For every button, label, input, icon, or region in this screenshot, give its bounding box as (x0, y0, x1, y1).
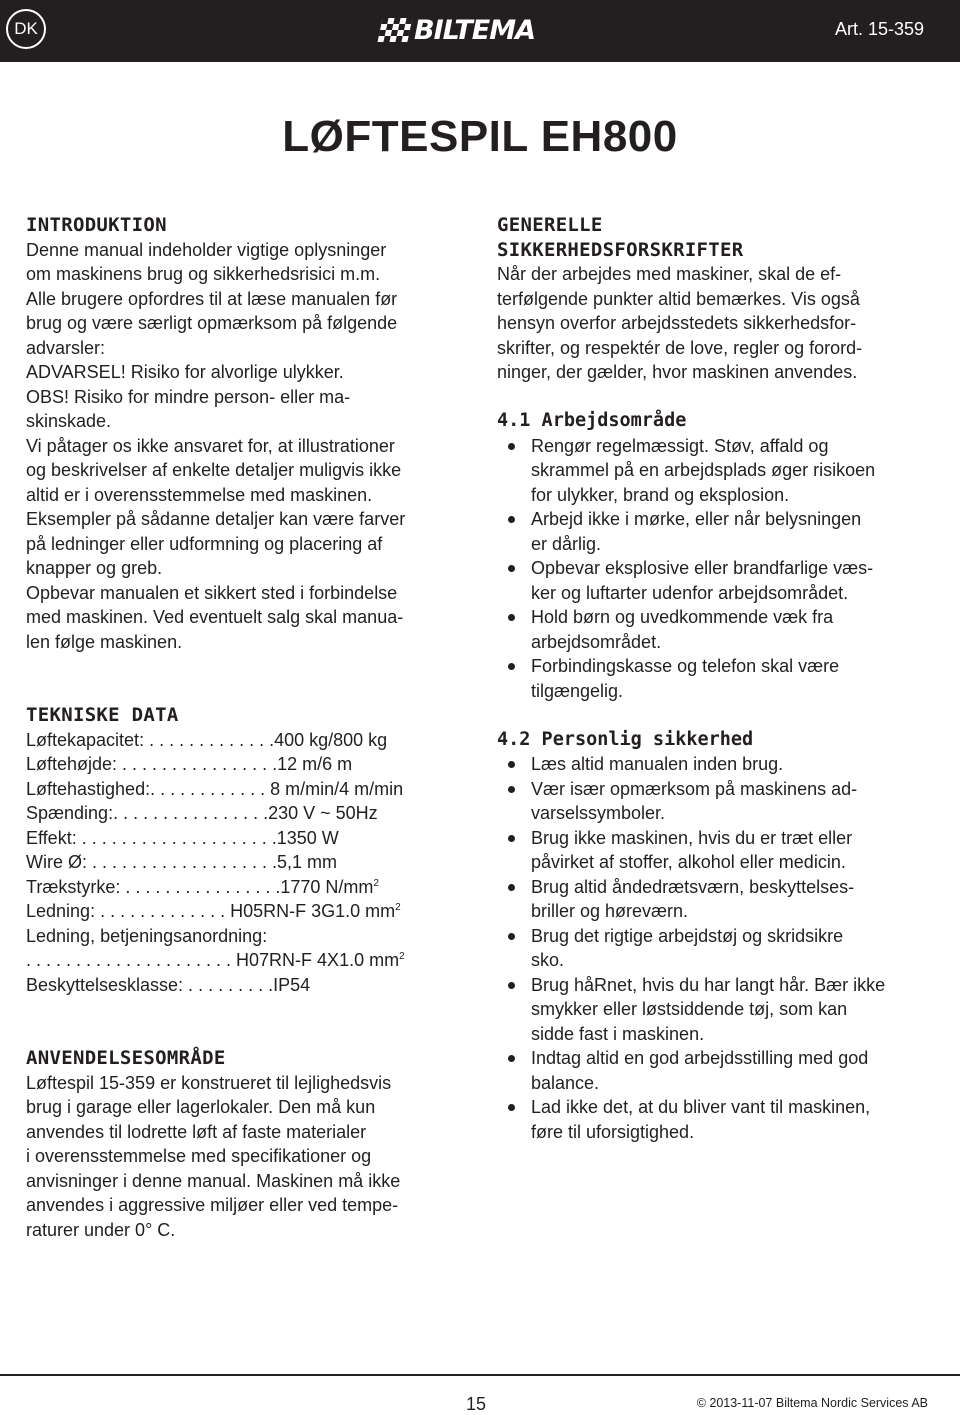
intro-text (26, 238, 466, 655)
text-line: skinskade. (26, 411, 112, 431)
bullet-line: Opbevar eksplosive eller brandfarlige væs- (531, 558, 874, 578)
spec-text: Trækstyrke: . . . . . . . . . . . . . . . .1770 N/mm (26, 876, 374, 897)
text-line: om maskinens brug og sikkerhedsrisici m.m. (26, 264, 381, 284)
personal-safety-list (497, 752, 942, 1144)
text-line: anvisninger i denne manual. Maskinen må ikke (26, 1170, 401, 1191)
text-line: hensyn overfor arbejdsstedets sikkerhedsfor- (497, 313, 857, 333)
bullet-line: arbejdsområdet. (531, 631, 662, 652)
spec-row: Ledning, betjeningsanordning: (26, 925, 268, 946)
usage-heading: ANVENDELSESOMRÅDE (26, 1047, 226, 1069)
spec-row (26, 875, 466, 900)
text-line: i overensstemmelse med specifikationer og (26, 1146, 372, 1166)
safety-heading-line2: SIKKERHEDSFORSKRIFTER (497, 238, 744, 261)
spec-row: Wire Ø: . . . . . . . . . . . . . . . . . . .5,1 mm (26, 852, 338, 872)
text-line: Eksempler på sådanne detaljer kan være farver (26, 509, 406, 529)
logo-text: BILTEMA (414, 14, 535, 46)
bullet-line: Hold børn og uvedkommende væk fra (531, 607, 834, 627)
spec-text: . . . . . . . . . . . . . . . . . . . . . H07RN-F 4X1.0 mm (26, 950, 400, 970)
spec-text: Ledning: . . . . . . . . . . . . . H05RN-F 3G1.0 mm (26, 901, 396, 921)
text-line: Når der arbejdes med maskiner, skal de ef- (497, 264, 842, 284)
bullet-item (497, 973, 942, 1047)
spec-row: Løftekapacitet: . . . . . . . . . . . . .400 kg/800 kg (26, 729, 388, 750)
bullet-item (497, 1095, 942, 1144)
bullet-item (497, 434, 942, 508)
bullet-item (497, 654, 942, 703)
text-line: skrifter, og respektér de love, regler og forord- (497, 337, 863, 358)
biltema-logo (380, 16, 535, 44)
article-number: Art. 15-359 (834, 19, 924, 39)
superscript: 2 (399, 951, 405, 962)
bullet-line: Brug det rigtige arbejdstøj og skridsikre (531, 925, 844, 946)
text-line: advarsler: (26, 337, 106, 358)
text-line: ADVARSEL! Risiko for alvorlige ulykker. (26, 362, 344, 382)
page-title: LØFTESPIL EH800 (282, 112, 678, 161)
bullet-line: Forbindingskasse og telefon skal være (531, 656, 840, 676)
text-line: Denne manual indeholder vigtige oplysninger (26, 239, 387, 260)
text-line: len følge maskinen. (26, 631, 183, 652)
bullet-item (497, 605, 942, 654)
text-line: med maskinen. Ved eventuelt salg skal manua- (26, 607, 404, 627)
tech-data-list (26, 728, 466, 998)
superscript: 2 (373, 877, 379, 889)
language-badge: DK (6, 9, 46, 49)
spec-row: Beskyttelsesklasse: . . . . . . . . .IP54 (26, 974, 311, 995)
bullet-line: Vær især opmærksom på maskinens ad- (531, 778, 858, 799)
bullet-item (497, 752, 942, 777)
text-line: raturer under 0° C. (26, 1219, 176, 1240)
bullet-line: briller og høreværn. (531, 901, 689, 921)
spec-row: Løftehastighed:. . . . . . . . . . . . 8 m/min/4 m/min (26, 778, 404, 799)
text-line: ninger, der gælder, hvor maskinen anvendes. (497, 362, 858, 382)
bullet-item (497, 875, 942, 924)
safety-heading-line1: GENERELLE (497, 214, 603, 236)
bullet-line: smykker eller løstsiddende tøj, som kan (531, 999, 848, 1019)
bullet-line: ker og luftarter udenfor arbejdsområdet. (531, 582, 849, 603)
text-line: brug og være særligt opmærksom på følgende (26, 313, 398, 333)
text-line: anvendes til lodrette løft af faste materialer (26, 1121, 367, 1142)
bullet-line: Brug altid åndedrætsværn, beskyttelses- (531, 876, 855, 897)
bullet-line: Rengør regelmæssigt. Støv, affald og (531, 435, 829, 456)
bullet-line: for ulykker, brand og eksplosion. (531, 484, 790, 505)
bullet-line: varselssymboler. (531, 803, 666, 823)
left-column (26, 213, 466, 1242)
bullet-line: Brug håRnet, hvis du har langt hår. Bær ikke (531, 974, 886, 995)
spec-row (26, 899, 466, 924)
text-line: Vi påtager os ikke ansvaret for, at illustrationer (26, 435, 395, 456)
text-line: anvendes i aggressive miljøer eller ved tempe- (26, 1195, 399, 1215)
spec-row: Løftehøjde: . . . . . . . . . . . . . . . .12 m/6 m (26, 754, 353, 774)
bullet-item (497, 556, 942, 605)
text-line: Alle brugere opfordres til at læse manualen før (26, 288, 398, 309)
personal-safety-heading: 4.2 Personlig sikkerhed (497, 728, 754, 750)
copyright-notice: © 2013-11-07 Biltema Nordic Services AB (696, 1396, 928, 1410)
bullet-item (497, 1046, 942, 1095)
bullet-item (497, 507, 942, 556)
spec-row: Effekt: . . . . . . . . . . . . . . . . . . . .1350 W (26, 827, 339, 848)
text-line: knapper og greb. (26, 558, 163, 578)
bullet-line: er dårlig. (531, 533, 602, 554)
checkered-flag-icon (377, 18, 412, 42)
right-column (497, 213, 942, 1144)
text-line: altid er i overensstemmelse med maskinen. (26, 484, 373, 505)
superscript: 2 (395, 902, 401, 913)
footer-rule (0, 1374, 960, 1376)
page-number: 15 (466, 1394, 487, 1414)
text-line: brug i garage eller lagerlokaler. Den må kun (26, 1097, 376, 1117)
text-line: på ledninger eller udformning og placering af (26, 533, 383, 554)
text-line: Opbevar manualen et sikkert sted i forbindelse (26, 582, 398, 603)
work-area-list (497, 434, 942, 704)
safety-text (497, 262, 942, 385)
text-line: OBS! Risiko for mindre person- eller ma- (26, 386, 351, 407)
bullet-line: sidde fast i maskinen. (531, 1023, 705, 1044)
usage-text (26, 1071, 466, 1243)
bullet-line: skrammel på en arbejdsplads øger risikoen (531, 460, 876, 480)
intro-heading: INTRODUKTION (26, 214, 167, 236)
bullet-item (497, 924, 942, 973)
bullet-item (497, 826, 942, 875)
tech-data-heading: TEKNISKE DATA (26, 704, 179, 726)
bullet-line: påvirket af stoffer, alkohol eller medicin. (531, 852, 846, 872)
bullet-item (497, 777, 942, 826)
header-bar (0, 0, 960, 62)
bullet-line: sko. (531, 950, 565, 970)
bullet-line: Arbejd ikke i mørke, eller når belysningen (531, 509, 862, 529)
bullet-line: Indtag altid en god arbejdsstilling med god (531, 1048, 869, 1068)
bullet-line: Læs altid manualen inden brug. (531, 754, 784, 774)
bullet-line: Lad ikke det, at du bliver vant til maskinen, (531, 1097, 871, 1117)
spec-row: Spænding:. . . . . . . . . . . . . . . .230 V ~ 50Hz (26, 803, 378, 823)
bullet-line: tilgængelig. (531, 680, 624, 701)
text-line: terfølgende punkter altid bemærkes. Vis også (497, 288, 860, 309)
bullet-line: føre til uforsigtighed. (531, 1121, 695, 1142)
text-line: Løftespil 15-359 er konstrueret til lejlighedsvis (26, 1072, 392, 1093)
bullet-line: balance. (531, 1072, 600, 1093)
work-area-heading: 4.1 Arbejdsområde (497, 410, 687, 431)
bullet-line: Brug ikke maskinen, hvis du er træt eller (531, 827, 853, 848)
text-line: og beskrivelser af enkelte detaljer muligvis ikke (26, 460, 402, 480)
spec-row (26, 948, 466, 973)
